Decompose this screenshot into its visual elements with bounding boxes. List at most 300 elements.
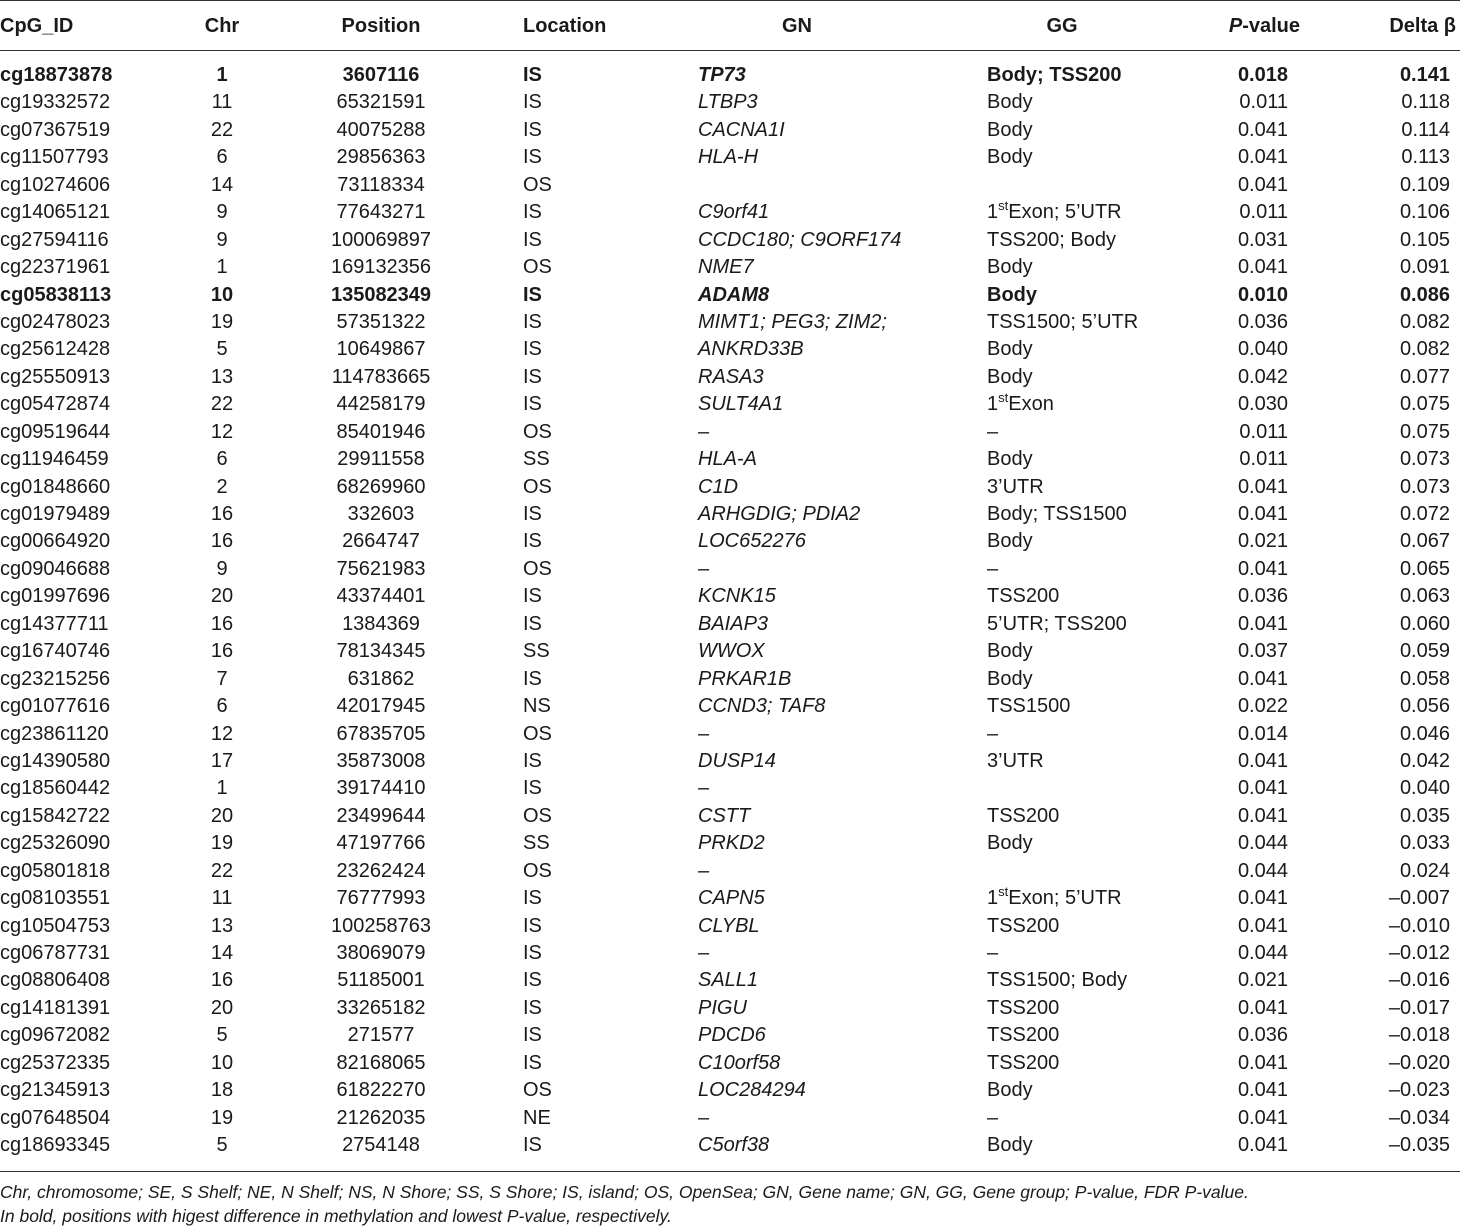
cell-position: 38069079 [336, 942, 426, 964]
gene-group-prefix: 1 [987, 201, 999, 224]
cell-cpg-id: cg27594116 [0, 228, 109, 251]
cell-gene-name: ADAM8 [698, 283, 770, 306]
cell-gene-group: Body; TSS1500 [987, 503, 1127, 525]
cell-position: 33265182 [336, 996, 426, 1019]
cell-gene-name: C5orf38 [698, 1134, 770, 1157]
table-row [0, 254, 1460, 281]
table-header [0, 0, 1460, 50]
cell-cpg-id: cg14377711 [0, 612, 109, 635]
cell-position: 169132356 [330, 256, 432, 279]
cell-gene-name: C9orf41 [698, 201, 770, 224]
cell-gene-name: DUSP14 [698, 749, 776, 772]
cell-chr: 5 [216, 338, 228, 361]
cell-location: OS [523, 256, 552, 279]
cell-delta-beta: 0.075 [1399, 420, 1450, 443]
table-row [0, 967, 1460, 994]
cell-cpg-id: cg25612428 [0, 338, 111, 361]
cell-chr: 9 [216, 201, 228, 224]
cell-location: OS [523, 173, 552, 196]
cell-cpg-id: cg23861120 [0, 722, 109, 745]
cell-p-value: 0.041 [1237, 914, 1288, 937]
table-row [0, 501, 1460, 528]
cell-delta-beta: 0.067 [1399, 530, 1450, 553]
cell-location: SS [523, 832, 550, 855]
cell-location: IS [523, 91, 542, 114]
cell-cpg-id: cg05801818 [0, 859, 111, 882]
cell-gene-group: Body [987, 1079, 1033, 1102]
cell-position: 100069897 [330, 228, 432, 251]
cell-gene-name: SULT4A1 [698, 393, 784, 416]
cell-gene-group: – [987, 420, 999, 443]
cell-position: 44258179 [336, 393, 426, 416]
cell-chr: 22 [210, 393, 234, 416]
cell-gene-name: HLA-A [698, 448, 757, 471]
cell-delta-beta: 0.091 [1399, 256, 1450, 279]
cell-delta-beta: 0.114 [1401, 118, 1450, 141]
cell-gene-group: – [987, 1106, 999, 1129]
table-bottom-rule [0, 1171, 1460, 1172]
cell-chr: 1 [216, 64, 228, 86]
cell-gene-name: MIMT1; PEG3; ZIM2; [698, 310, 887, 333]
cell-gene-group: TSS200 [987, 1051, 1060, 1074]
cell-delta-beta: 0.086 [1399, 283, 1450, 306]
cell-gene-group: Body [987, 118, 1033, 141]
cell-gene-name: LOC284294 [698, 1079, 806, 1102]
cell-chr: 6 [216, 448, 228, 471]
cell-gene-group: Body [987, 448, 1033, 471]
cell-cpg-id: cg09519644 [0, 420, 111, 443]
cell-gene-name: PDCD6 [698, 1024, 766, 1047]
cell-chr: 18 [210, 1079, 234, 1102]
cell-chr: 9 [216, 557, 228, 580]
header-gg: GG [1046, 15, 1078, 37]
cell-delta-beta: 0.077 [1399, 365, 1450, 388]
cell-gene-name: LOC652276 [698, 530, 806, 553]
cell-chr: 9 [216, 228, 228, 251]
cell-gene-group: Body [987, 91, 1033, 114]
header-location: Location [523, 15, 607, 37]
cell-chr: 5 [216, 1134, 228, 1157]
cell-delta-beta: 0.046 [1399, 722, 1450, 745]
cell-position: 61822270 [336, 1079, 426, 1102]
cell-p-value: 0.041 [1237, 996, 1288, 1019]
cell-gene-name: KCNK15 [698, 585, 776, 608]
cell-p-value: 0.041 [1237, 1134, 1288, 1157]
header-position: Position [341, 15, 421, 37]
cell-position: 21262035 [336, 1106, 426, 1129]
cell-p-value: 0.040 [1237, 338, 1288, 361]
cell-p-value: 0.036 [1237, 585, 1288, 608]
header-p-rest: -value [1242, 15, 1300, 37]
cell-delta-beta: 0.073 [1399, 475, 1450, 498]
cell-p-value: 0.011 [1239, 201, 1288, 224]
cell-gene-group [987, 886, 1122, 910]
cell-gene-name: CACNA1I [698, 118, 785, 141]
cell-location: SS [523, 448, 550, 471]
cell-gene-group: TSS200 [987, 914, 1060, 937]
table-row [0, 419, 1460, 446]
table-row [0, 336, 1460, 363]
cell-gene-name: – [698, 420, 710, 443]
cell-chr: 20 [210, 585, 234, 608]
cell-p-value: 0.041 [1237, 1079, 1288, 1102]
cell-gene-name: BAIAP3 [698, 612, 769, 635]
cell-position: 76777993 [336, 887, 426, 910]
cell-delta-beta: 0.105 [1399, 228, 1450, 251]
cell-p-value: 0.041 [1237, 749, 1288, 772]
cell-cpg-id: cg07367519 [0, 118, 111, 141]
cell-p-value: 0.041 [1237, 887, 1288, 910]
cell-cpg-id: cg14181391 [0, 996, 111, 1019]
cell-gene-name: SALL1 [698, 969, 759, 992]
cell-location: OS [523, 557, 552, 580]
cell-chr: 2 [216, 475, 228, 498]
cell-chr: 6 [216, 695, 228, 718]
cell-position: 1384369 [342, 612, 420, 635]
cell-gene-group: Body; TSS200 [987, 64, 1122, 86]
table-row [0, 144, 1460, 171]
cell-chr: 16 [210, 530, 234, 553]
cell-location: IS [523, 503, 542, 525]
cell-cpg-id: cg01848660 [0, 475, 111, 498]
cell-location: IS [523, 530, 542, 553]
cell-gene-name: CAPN5 [698, 887, 765, 910]
cell-cpg-id: cg09046688 [0, 557, 111, 580]
cell-location: IS [523, 1134, 542, 1157]
cell-cpg-id: cg06787731 [0, 942, 111, 964]
cell-p-value: 0.036 [1237, 1024, 1288, 1047]
cell-delta-beta: 0.033 [1399, 832, 1450, 855]
table-row [0, 282, 1460, 309]
cell-location: IS [523, 338, 542, 361]
cell-location: OS [523, 420, 552, 443]
header-chr: Chr [204, 15, 240, 37]
cell-delta-beta: –0.035 [1388, 1134, 1450, 1157]
cell-position: 332603 [347, 503, 415, 525]
cell-position: 39174410 [336, 777, 426, 800]
cell-p-value: 0.022 [1237, 695, 1288, 718]
cell-position: 3607116 [342, 64, 420, 86]
cell-delta-beta: 0.113 [1401, 146, 1450, 169]
cell-position: 23262424 [336, 859, 426, 882]
cell-gene-name: PIGU [698, 996, 747, 1019]
cell-chr: 1 [216, 777, 228, 800]
cell-cpg-id: cg19332572 [0, 91, 111, 114]
table-row [0, 913, 1460, 940]
cell-gene-group: – [987, 942, 999, 964]
cell-position: 42017945 [336, 695, 426, 718]
cell-gene-group: Body [987, 667, 1033, 690]
cell-delta-beta: 0.072 [1399, 503, 1450, 525]
cell-gene-group: – [987, 722, 999, 745]
cell-delta-beta: –0.018 [1388, 1024, 1450, 1047]
cell-location: IS [523, 667, 542, 690]
cell-p-value: 0.041 [1237, 256, 1288, 279]
cell-delta-beta: –0.034 [1388, 1106, 1450, 1129]
cell-location: IS [523, 118, 542, 141]
cell-chr: 13 [210, 365, 234, 388]
cell-cpg-id: cg25372335 [0, 1051, 111, 1074]
cell-gene-name: – [698, 557, 710, 580]
cell-cpg-id: cg16740746 [0, 640, 111, 663]
cell-chr: 19 [210, 1106, 234, 1129]
cell-position: 23499644 [336, 804, 426, 827]
cell-p-value: 0.041 [1237, 667, 1288, 690]
cell-cpg-id: cg10274606 [0, 173, 111, 196]
cell-cpg-id: cg21345913 [0, 1079, 111, 1102]
cell-delta-beta: 0.106 [1399, 201, 1450, 224]
cell-location: OS [523, 722, 552, 745]
cell-position: 78134345 [336, 640, 426, 663]
gene-group-superscript: st [998, 884, 1009, 900]
cell-p-value: 0.014 [1237, 722, 1288, 745]
cell-p-value: 0.044 [1237, 832, 1288, 855]
cell-location: IS [523, 393, 542, 416]
table-row [0, 611, 1460, 638]
cell-chr: 7 [216, 667, 228, 690]
cell-chr: 20 [210, 804, 234, 827]
cell-p-value: 0.041 [1237, 118, 1288, 141]
cell-gene-name: PRKAR1B [698, 667, 792, 690]
cell-gene-group: – [987, 557, 999, 580]
cell-cpg-id: cg05472874 [0, 393, 111, 416]
cell-position: 2664747 [342, 530, 420, 553]
table-row [0, 474, 1460, 501]
cell-cpg-id: cg00664920 [0, 530, 111, 553]
cell-gene-name: – [698, 942, 710, 964]
gene-group-text: Exon; 5’UTR [1008, 201, 1122, 224]
table-footnote [0, 1180, 1460, 1228]
header-delta-beta: Delta β [1389, 15, 1456, 37]
cell-delta-beta: 0.075 [1399, 393, 1450, 416]
table-row [0, 1105, 1460, 1132]
table-row [0, 885, 1460, 912]
cell-location: IS [523, 146, 542, 169]
cell-chr: 13 [210, 914, 234, 937]
cell-position: 35873008 [336, 749, 426, 772]
cell-cpg-id: cg08806408 [0, 969, 111, 992]
cell-gene-name: CCND3; TAF8 [698, 695, 826, 718]
cell-chr: 16 [210, 640, 234, 663]
cell-gene-name: – [698, 722, 710, 745]
cell-position: 67835705 [336, 722, 426, 745]
table-row [0, 62, 1460, 89]
gene-group-superscript: st [998, 390, 1009, 406]
cell-gene-group: TSS200 [987, 1024, 1060, 1047]
cell-gene-group: Body [987, 365, 1033, 388]
cell-cpg-id: cg18560442 [0, 777, 111, 800]
cell-location: IS [523, 969, 542, 992]
cell-position: 77643271 [336, 201, 426, 224]
cell-chr: 1 [216, 256, 228, 279]
cell-chr: 14 [210, 942, 234, 964]
cell-gene-name: CLYBL [698, 914, 760, 937]
table-row [0, 693, 1460, 720]
cell-delta-beta: –0.017 [1388, 996, 1450, 1019]
cell-chr: 11 [211, 887, 233, 910]
table-row [0, 1050, 1460, 1077]
cell-delta-beta: 0.109 [1399, 173, 1450, 196]
cell-gene-group: TSS200 [987, 585, 1060, 608]
cell-gene-group: Body [987, 146, 1033, 169]
cell-chr: 10 [210, 1051, 234, 1074]
cell-p-value: 0.041 [1237, 1106, 1288, 1129]
table-row [0, 638, 1460, 665]
cell-location: IS [523, 585, 542, 608]
cell-cpg-id: cg02478023 [0, 310, 111, 333]
table-row [0, 364, 1460, 391]
cell-p-value: 0.041 [1237, 1051, 1288, 1074]
cell-delta-beta: 0.040 [1399, 777, 1450, 800]
cell-position: 73118334 [337, 173, 425, 196]
table-row [0, 995, 1460, 1022]
cell-cpg-id: cg14390580 [0, 749, 111, 772]
cell-gene-group: TSS200 [987, 996, 1060, 1019]
table-row [0, 803, 1460, 830]
cell-location: IS [523, 365, 542, 388]
table-row [0, 89, 1460, 116]
cell-cpg-id: cg23215256 [0, 667, 111, 690]
cell-position: 29911558 [337, 448, 425, 471]
cell-delta-beta: 0.058 [1399, 667, 1450, 690]
cell-chr: 22 [210, 118, 234, 141]
cell-cpg-id: cg25550913 [0, 365, 111, 388]
cell-location: OS [523, 859, 552, 882]
table-row [0, 830, 1460, 857]
cell-gene-name: WWOX [698, 640, 765, 663]
cell-cpg-id: cg11507793 [0, 146, 109, 169]
gene-group-prefix: 1 [987, 887, 999, 910]
cell-location: IS [523, 996, 542, 1019]
cell-p-value: 0.041 [1237, 146, 1288, 169]
cell-p-value: 0.011 [1239, 448, 1288, 471]
cell-p-value: 0.021 [1237, 530, 1288, 553]
cell-cpg-id: cg01997696 [0, 585, 111, 608]
cell-chr: 11 [211, 91, 233, 114]
cell-cpg-id: cg15842722 [0, 804, 111, 827]
table-row [0, 391, 1460, 418]
cell-p-value: 0.042 [1237, 365, 1288, 388]
cell-gene-group: TSS1500; Body [987, 969, 1128, 992]
cell-gene-group: Body [987, 530, 1033, 553]
cell-gene-name: RASA3 [698, 365, 764, 388]
table-row [0, 1077, 1460, 1104]
cell-gene-group: Body [987, 283, 1037, 306]
cell-delta-beta: 0.118 [1401, 91, 1450, 114]
cell-delta-beta: 0.056 [1399, 695, 1450, 718]
table-header-rule [0, 50, 1460, 51]
table-row [0, 858, 1460, 885]
cell-p-value: 0.037 [1237, 640, 1288, 663]
cell-location: OS [523, 475, 552, 498]
cell-location: IS [523, 1024, 542, 1047]
header-cpg-id: CpG_ID [0, 15, 74, 37]
cell-position: 65321591 [336, 91, 426, 114]
header-p-value [1229, 14, 1300, 38]
cell-gene-name: – [698, 1106, 710, 1129]
cell-chr: 14 [210, 173, 234, 196]
cell-p-value: 0.041 [1237, 777, 1288, 800]
gene-group-text: Exon [1008, 393, 1054, 416]
cell-chr: 12 [210, 722, 234, 745]
cell-delta-beta: 0.024 [1399, 859, 1450, 882]
cell-location: IS [523, 64, 542, 86]
cell-position: 40075288 [336, 118, 426, 141]
cell-gene-group: 3’UTR [987, 475, 1044, 498]
cell-chr: 20 [210, 996, 234, 1019]
table-row [0, 446, 1460, 473]
cell-location: IS [523, 942, 542, 964]
cell-p-value: 0.041 [1237, 612, 1288, 635]
cell-position: 135082349 [330, 283, 432, 306]
cell-location: IS [523, 612, 542, 635]
table-row [0, 528, 1460, 555]
cell-location: OS [523, 1079, 552, 1102]
cell-cpg-id: cg09672082 [0, 1024, 111, 1047]
cell-gene-group: Body [987, 338, 1033, 361]
cell-p-value: 0.010 [1237, 283, 1288, 306]
cell-delta-beta: 0.035 [1399, 804, 1450, 827]
cell-gene-group: 3’UTR [987, 749, 1044, 772]
cell-gene-name: – [698, 859, 710, 882]
cell-gene-name: PRKD2 [698, 832, 765, 855]
cell-chr: 10 [210, 283, 234, 306]
cell-position: 100258763 [330, 914, 432, 937]
table-row [0, 309, 1460, 336]
cell-position: 75621983 [336, 557, 426, 580]
cell-position: 51185001 [337, 969, 425, 992]
cell-cpg-id: cg14065121 [0, 201, 111, 224]
table-row [0, 721, 1460, 748]
gene-group-text: Exon; 5’UTR [1008, 887, 1122, 910]
cell-delta-beta: –0.020 [1388, 1051, 1450, 1074]
cell-delta-beta: 0.082 [1399, 310, 1450, 333]
cell-cpg-id: cg07648504 [0, 1106, 111, 1129]
table-row [0, 1132, 1460, 1159]
cell-location: SS [523, 640, 550, 663]
table-body [0, 62, 1460, 1160]
cell-position: 114783665 [331, 365, 431, 388]
cell-gene-group: TSS1500; 5’UTR [987, 310, 1139, 333]
cell-p-value: 0.036 [1237, 310, 1288, 333]
cell-gene-group: TSS200; Body [987, 228, 1116, 251]
cell-position: 2754148 [342, 1134, 420, 1157]
cell-delta-beta: –0.010 [1388, 914, 1450, 937]
cell-gene-group: TSS200 [987, 804, 1060, 827]
cell-location: IS [523, 914, 542, 937]
cell-p-value: 0.031 [1237, 228, 1288, 251]
cell-delta-beta: 0.059 [1399, 640, 1450, 663]
cell-position: 271577 [347, 1024, 415, 1047]
cell-gene-group [987, 200, 1122, 224]
cell-gene-name: CCDC180; C9ORF174 [698, 228, 902, 251]
cell-position: 82168065 [336, 1051, 426, 1074]
cell-chr: 19 [210, 310, 234, 333]
cell-delta-beta: 0.042 [1399, 749, 1450, 772]
cell-location: NE [523, 1106, 551, 1129]
cell-cpg-id: cg01077616 [0, 695, 111, 718]
cell-position: 57351322 [336, 310, 426, 333]
cell-cpg-id: cg10504753 [0, 914, 111, 937]
header-p-italic: P [1228, 15, 1243, 37]
cell-p-value: 0.011 [1239, 91, 1288, 114]
cell-gene-group: Body [987, 832, 1033, 855]
cell-gene-group: Body [987, 640, 1033, 663]
cell-cpg-id: cg08103551 [0, 887, 111, 910]
table-row [0, 227, 1460, 254]
cell-p-value: 0.041 [1237, 503, 1288, 525]
cell-cpg-id: cg25326090 [0, 832, 111, 855]
